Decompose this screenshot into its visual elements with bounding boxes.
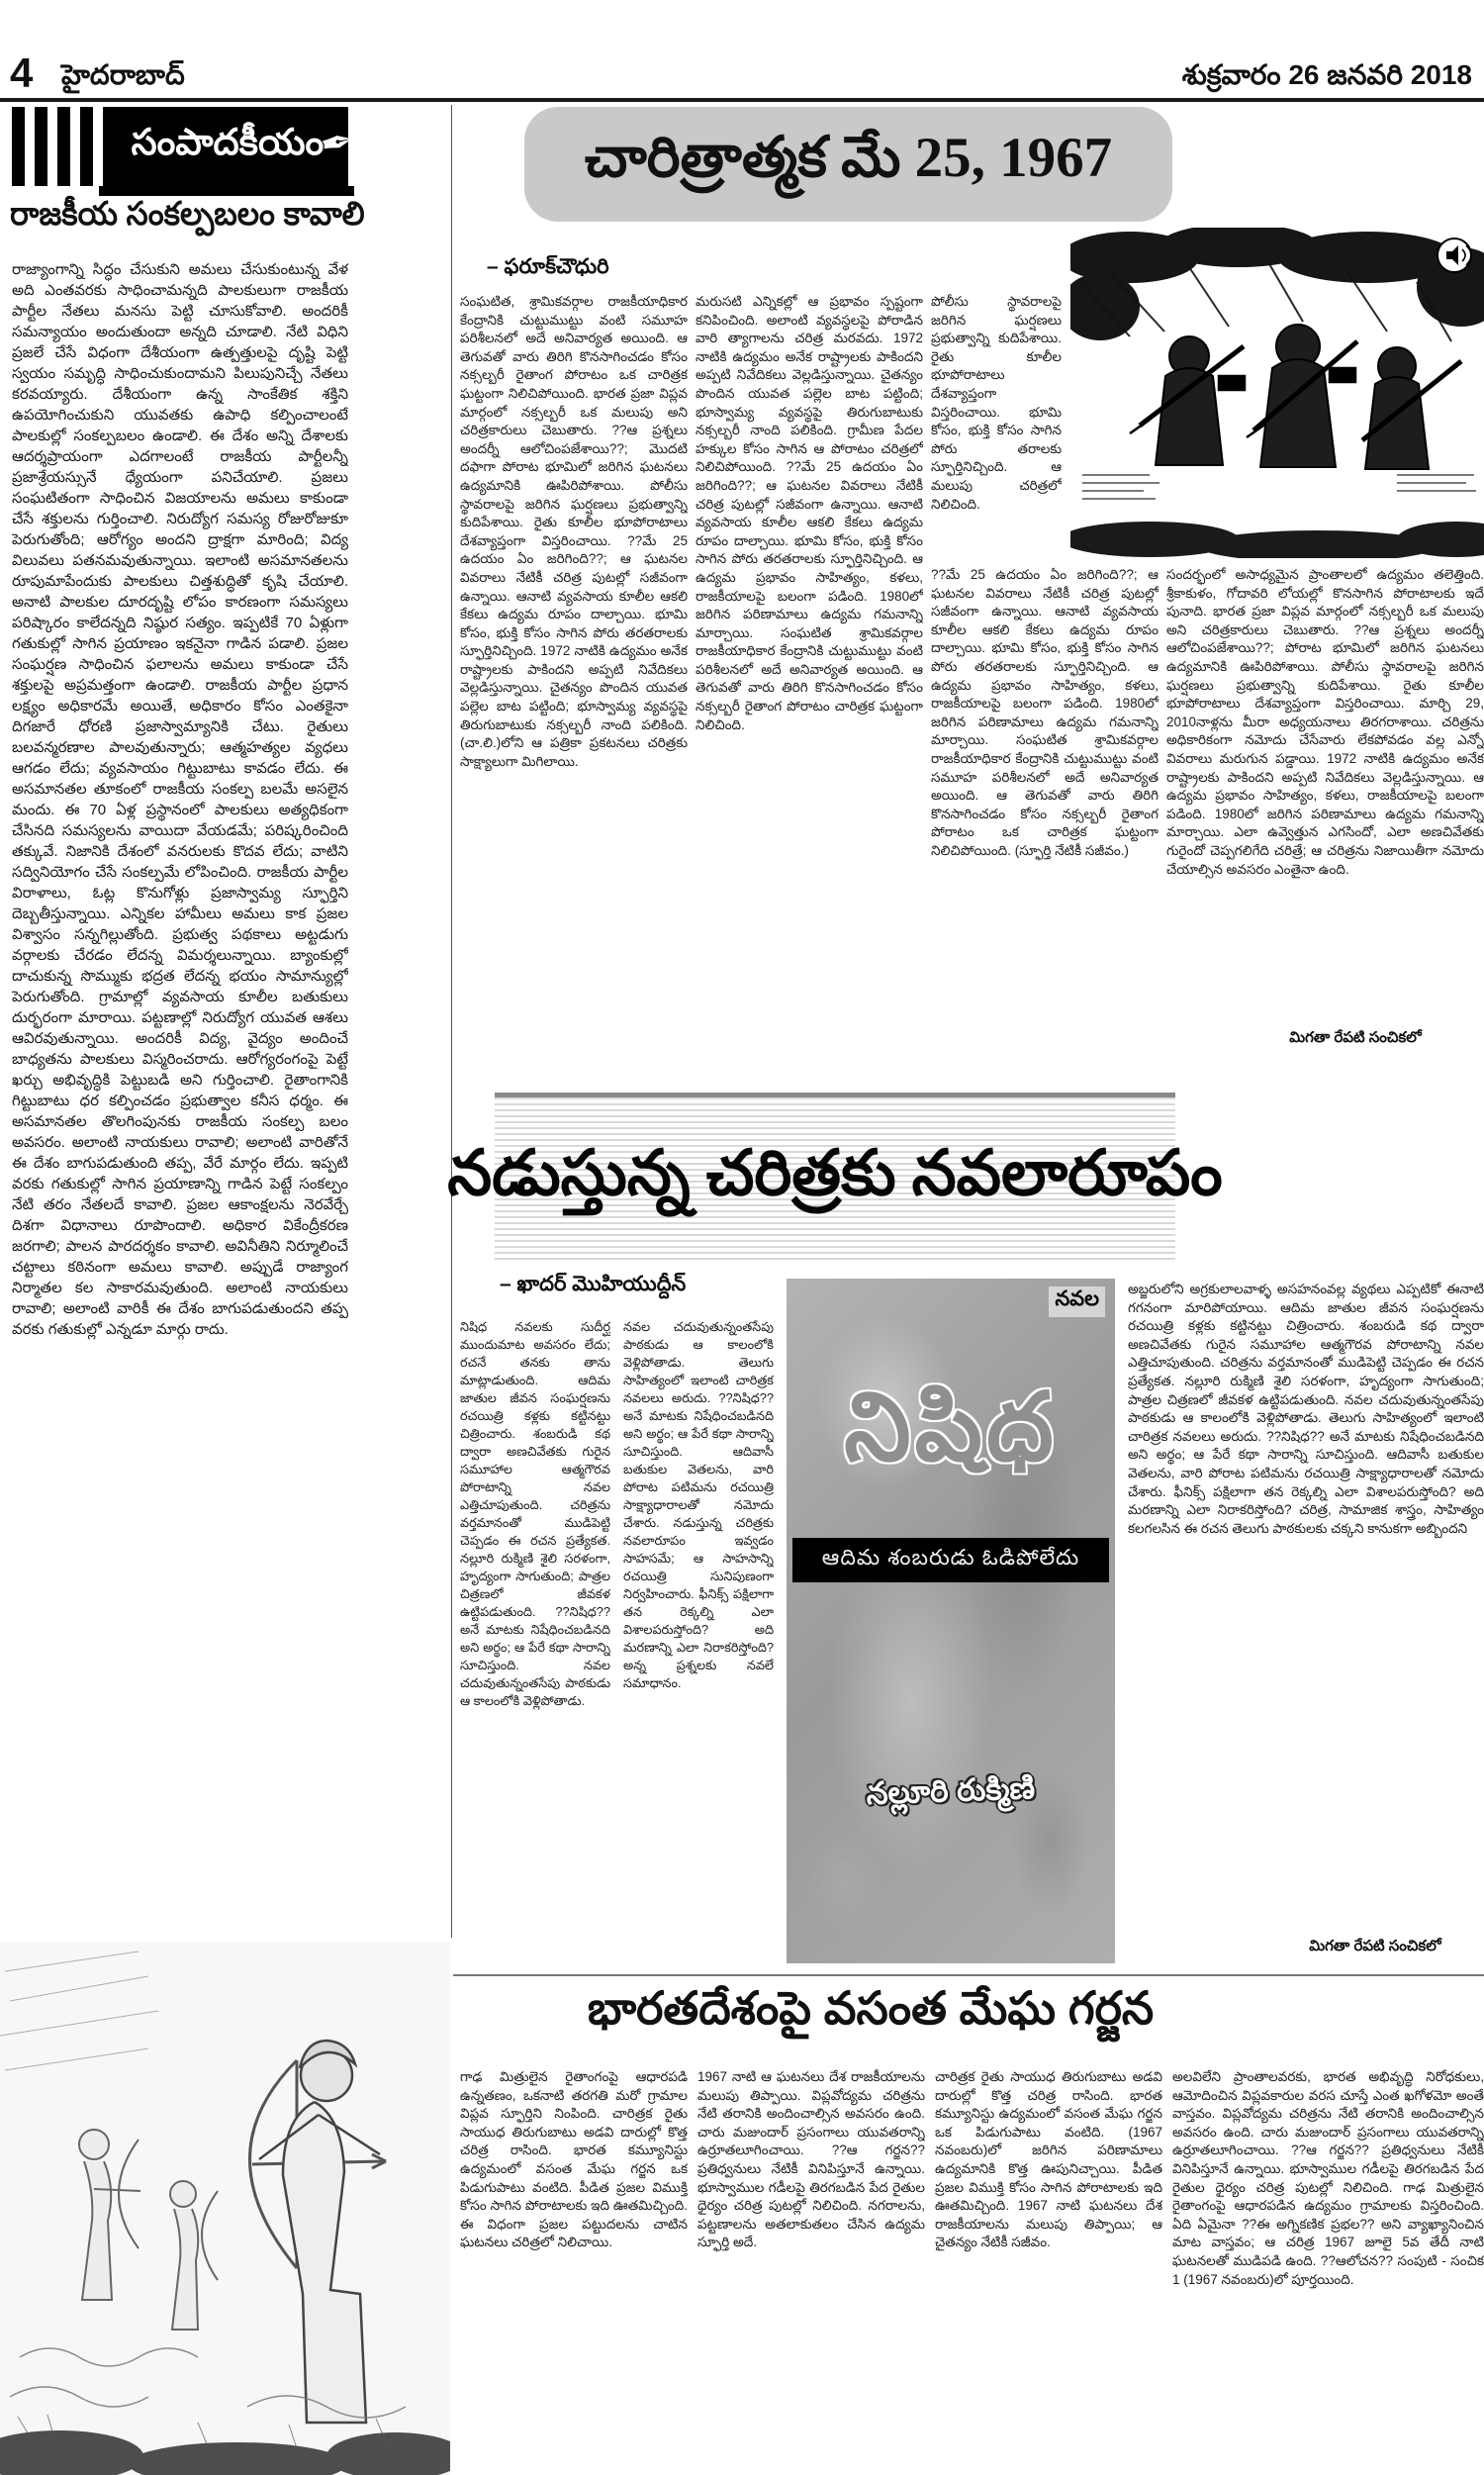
main-article-col3-bottom: ??మే 25 ఉదయం ఏం జరిగింది??; ఆ ఘటనల వివరాలు నేటికీ చరిత్ర పుటల్లో సజీవంగా ఉన్నాయి. ఆనాటి వ్యవసాయ కూలీల ఆకలి కేకలు ఉద్యమ రూపం దాల్చాయి. భూమి కోసం, భుక్తి కోసం సాగిన పోరు తరతరాలకు స్ఫూర్తినిచ్చింది. ఆ ఉద్యమ ప్రభావం సాహిత్యం, కళలు, రాజకీయాలపై బలంగా పడింది. 1980లో జరిగిన పరిణామాలు ఉద్యమ గమనాన్ని మార్చాయి. సంఘటిత శ్రామికవర్గాల రాజకీయాధికార కేంద్రానికి చుట్టుముట్టు వంటి సమూహ పరిశీలనలో అదే అనివార్యత అయింది. ఆ తెగువతో వారు తిరిగి కొనసాగించడం కోసం నక్సల్బరీ రైతాంగ పోరాటం ఒక చారిత్రక ఘట్టంగా నిలిచిపోయింది. (స్ఫూర్తి నేటికీ సజీవం.) xyxy=(931,567,1159,858)
bottom-section-rule xyxy=(453,1974,1484,1976)
main-article-col2: మరుసటి ఎన్నికల్లో ఆ ప్రభావం స్పష్టంగా కనిపించింది. అలాంటి వ్యవస్థలపై పోరాడిన వారి త్యాగాలను చరిత్ర మరవదు. 1972 నాటికి ఉద్యమం అనేక రాష్ట్రాలకు పాకిందని అప్పటి నివేదికలు వెల్లడిస్తున్నాయి. చైతన్యం పొందిన యువత పల్లెల బాట పట్టింది; భూస్వామ్య వ్యవస్థపై తిరుగుబాటుకు నక్సల్బరీ నాంది పలికింది. గ్రామీణ పేదల హక్కుల కోసం సాగిన ఆ పోరాటం చరిత్రలో నిలిచిపోయింది. ??మే 25 ఉదయం ఏం జరిగింది??; ఆ ఘటనల వివరాలు నేటికీ చరిత్ర పుటల్లో సజీవంగా ఉన్నాయి. ఆనాటి వ్యవసాయ కూలీల ఆకలి కేకలు ఉద్యమ రూపం దాల్చాయి. భూమి కోసం, భుక్తి కోసం సాగిన పోరు తరతరాలకు స్ఫూర్తినిచ్చింది. ఆ ఉద్యమ ప్రభావం సాహిత్యం, కళలు, రాజకీయాలపై బలంగా పడింది. 1980లో జరిగిన పరిణామాలు ఉద్యమ గమనాన్ని మార్చాయి. సంఘటిత శ్రామికవర్గాల రాజకీయాధికార కేంద్రానికి చుట్టుముట్టు వంటి పరిశీలనలో అదే అనివార్యత అయింది. ఆ తెగువతో వారు తిరిగి కొనసాగించడం కోసం నక్సల్బరీ రైతాంగ పోరాటం చారిత్రక ఘట్టంగా నిలిచింది. xyxy=(696,294,923,732)
review-col3: అబ్జరులోని అగ్రకులాలవాళ్ళ అసహనంవల్ల వ్యథలు ఎప్పటికో ఈనాటి గగనంగా మారిపోయాయి. ఆదిమ జాతుల జీవన సంఘర్షణను రచయిత్రి కళ్లకు కట్టినట్టు చిత్రించారు. శంబరుడి కథ ద్వారా అణచివేతకు గురైన సమూహాల ఆత్మగౌరవ పోరాటాన్ని నవల ఎత్తిచూపుతుంది. చరిత్రను వర్తమానంతో ముడిపెట్టి చెప్పడం ఈ రచన ప్రత్యేకత. నల్లూరి రుక్మిణి శైలి సరళంగా, హృద్యంగా సాగుతుంది; పాత్రల చిత్రణలో జీవకళ ఉట్టిపడుతుంది. నవల చదువుతున్నంతసేపు పాఠకుడు ఆ కాలంలోకి వెళ్లిపోతాడు. తెలుగు సాహిత్యంలో ఇలాంటి చారిత్రక నవలలు అరుదు. ??నిషిధ?? అనే మాటకు నిషేధించబడినది అని అర్థం; ఆ పేరే కథా సారాన్ని సూచిస్తుంది. ఆదివాసీ బతుకుల వెతలను, వారి పోరాట పటిమను రచయిత్రి సాక్ష్యాధారాలతో నమోదు చేశారు. ఫీనిక్స్ పక్షిలాగా తన రెక్కల్ని ఎలా విశాలపరుస్తోంది? అది మరణాన్ని ఎలా నిరాకరిస్తోంది? చరిత్ర, సామాజిక శాస్త్రం, సాహిత్యం కలగలసిన ఈ రచన తెలుగు పాఠకులకు చక్కని కానుకగా అబ్బిందని xyxy=(1128,1282,1484,1536)
edition-city: హైదరాబాద్ xyxy=(61,59,185,90)
review-byline: – ఖాదర్ మొహియుద్దీన్ xyxy=(500,1273,687,1295)
bottom-col4: అలవిలేని ప్రాంతాలవరకు, భారత అభివృద్ధి నిరోధకులు, ఆమోదించిన విప్లవకారుల వరస చూస్తే ఎంత ఖగోళమో అంతే వాస్తవం. విప్లవోద్యమ చరిత్రను నేటి తరానికి అందించాల్సిన అవసరం ఉంది. చారు మజుందార్ ప్రసంగాలు యువతరాన్ని ఉర్రూతలూగించాయి. ??ఆ గర్జన?? ప్రతిధ్వనులు నేటికీ వినిపిస్తూనే ఉన్నాయి. భూస్వాముల గడీలపై తిరగబడిన పేద రైతుల ధైర్యం చరిత్ర పుటల్లో నిలిచింది. గాఢ మిత్రులైన రైతాంగంపై ఆధారపడిన ఉద్యమం గ్రామాలకు విస్తరించింది. ఏది ఏమైనా ??ఈ అగ్నికణిక ప్రభల?? అని వ్యాఖ్యానించిన మాట వాస్తవం; ఆ చరిత్ర 1967 జూలై 5వ తేదీ నాటి ఘటనలతో ముడిపడి ఉంది. ??ఆలోచన?? సంపుటి - సంచిక 1 (1967 నవంబరు)లో పూర్తయింది. xyxy=(1172,2069,1484,2287)
review-continuation: మిగతా రేపటి సంచికలో xyxy=(1309,1938,1441,1954)
book-cover-image xyxy=(787,1279,1115,1963)
book-title: నిషిధ xyxy=(844,1375,1058,1480)
review-headline-banner xyxy=(447,1093,1223,1264)
masthead-bars xyxy=(12,107,107,186)
page-number: 4 xyxy=(10,49,33,96)
editorial-headline: రాజకీయ సంకల్పబలం కావాలి xyxy=(10,195,365,232)
bottom-col1: గాఢ మిత్రులైన రైతాంగంపై ఆధారపడి ఉన్నతణం, ఒకనాటి తరగతి మరో గ్రామాల విప్లవ స్ఫూర్తిని నింపింది. చారిత్రక రైతు సాయుధ తిరుగుబాటు అడవి దారుల్లో కొత్త చరిత్ర రాసింది. భారత కమ్యూనిస్టు ఉద్యమంలో వసంత మేఘ గర్జన ఒక పిడుగుపాటు వంటిది. పీడిత ప్రజల విముక్తి కోసం సాగిన పోరాటాలకు ఇది ఊతమిచ్చింది. ఈ విధంగా ప్రజల పట్టుదలను చాటిన ఘటనలు చరిత్రలో నిలిచాయి. xyxy=(460,2069,688,2250)
bottom-col2: 1967 నాటి ఆ ఘటనలు దేశ రాజకీయాలను మలుపు తిప్పాయి. విప్లవోద్యమ చరిత్రను నేటి తరానికి అందించాల్సిన అవసరం ఉంది. చారు మజుందార్ ప్రసంగాలు యువతరాన్ని ఉర్రూతలూగించాయి. ??ఆ గర్జన?? ప్రతిధ్వనులు నేటికీ వినిపిస్తూనే ఉన్నాయి. భూస్వాముల గడీలపై తిరగబడిన పేద రైతుల ధైర్యం చరిత్ర పుటల్లో నిలిచింది. నగరాలను, పట్టణాలను అతలాకుతలం చేసిన ఉద్యమ స్ఫూర్తి అదే. xyxy=(697,2069,925,2250)
main-article-col3-top: పోలీసు స్థావరాలపై జరిగిన ఘర్షణలు ప్రభుత్వాన్ని కుదిపేశాయి. రైతు కూలీల భూపోరాటాలు దేశవ్యాప్తంగా విస్తరించాయి. భూమి కోసం, భుక్తి కోసం సాగిన పోరు తరాలకు స్ఫూర్తినిచ్చింది. ఆ మలుపు చరిత్రలో నిలిచింది. xyxy=(931,294,1062,512)
main-article-continuation: మిగతా రేపటి సంచికలో xyxy=(1289,1029,1422,1046)
main-article-col4: సందర్భంలో అసాధ్యమైన ప్రాంతాలలో ఉద్యమం తలెత్తింది. శ్రీకాకుళం, గోదావరి లోయల్లో కొనసాగిన పోరాటాలకు ఇదే పునాది. భారత ప్రజా విప్లవ మార్గంలో నక్సల్బరీ ఒక మలుపు అని చరిత్రకారులు చెబుతారు. ??ఆ ప్రశ్నలు అందర్నీ ఆలోచింపజేశాయి??; పోరాట భూమిలో జరిగిన ఘటనలు ఉద్యమానికి ఊపిరిపోశాయి. పోలీసు స్థావరాలపై జరిగిన ఘర్షణలు ప్రభుత్వాన్ని కుదిపేశాయి. రైతు కూలీల భూపోరాటాలు దేశవ్యాప్తంగా విస్తరించాయి. మార్చి 29, 2010నాళ్లను మీరా అధ్యయనాలు తిరగరాశాయి. చరిత్రను అధికారికంగా నమోదు చేసేవారు లేకపోవడం వల్ల ఎన్నో వివరాలు మరుగున పడ్డాయి. 1972 నాటికి ఉద్యమం అనేక రాష్ట్రాలకు పాకిందని అప్పటి నివేదికలు వెల్లడిస్తున్నాయి. ఆ ఉద్యమ ప్రభావం సాహిత్యం, కళలు, రాజకీయాలపై బలంగా పడింది. 1980లో జరిగిన పరిణామాలు ఉద్యమ గమనాన్ని మార్చాయి. ఎలా ఉవ్వెత్తున ఎగసిందో, ఎలా అణచివేతకు గురైందో చెప్పగలిగేది చరిత్రే; ఆ చరిత్రను నిజాయితీగా నమోదు చేయాల్సిన అవసరం ఎంతైనా ఉంది. xyxy=(1166,567,1484,877)
main-headline: చారిత్రాత్మక మే 25, 1967 xyxy=(584,126,1113,189)
issue-date: శుక్రవారం 26 జనవరి 2018 xyxy=(1181,59,1472,90)
review-col1: నిషిధ నవలకు సుదీర్ఘ ముందుమాట అవసరం లేదు; రచనే తనకు తాను మాట్లాడుతుంది. ఆదిమ జాతుల జీవన సంఘర్షణను రచయిత్రి కళ్లకు కట్టినట్టు చిత్రించారు. శంబరుడి కథ ద్వారా అణచివేతకు గురైన సమూహాల ఆత్మగౌరవ పోరాటాన్ని నవల ఎత్తిచూపుతుంది. చరిత్రను వర్తమానంతో ముడిపెట్టి చెప్పడం ఈ రచన ప్రత్యేకత. నల్లూరి రుక్మిణి శైలి సరళంగా, హృద్యంగా సాగుతుంది; పాత్రల చిత్రణలో జీవకళ ఉట్టిపడుతుంది. ??నిషిధ?? అనే మాటకు నిషేధించబడినది అని అర్థం; ఆ పేరే కథా సారాన్ని సూచిస్తుంది. నవల చదువుతున్నంతసేపు పాఠకుడు ఆ కాలంలోకి వెళ్లిపోతాడు. xyxy=(460,1319,610,1708)
militants-illustration xyxy=(1070,228,1484,558)
editorial-masthead xyxy=(12,107,359,186)
editorial-masthead-title: సంపాదకీయం xyxy=(131,121,325,162)
speaker-icon xyxy=(1438,238,1471,272)
bottom-headline: భారతదేశంపై వసంత మేఘ గర్జన xyxy=(587,1982,1155,2034)
main-headline-box xyxy=(524,107,1172,222)
book-genre-label: నవల xyxy=(1049,1286,1105,1317)
header-rule xyxy=(0,98,1484,102)
bottom-col3: చారిత్రక రైతు సాయుధ తిరుగుబాటు అడవి దారుల్లో కొత్త చరిత్ర రాసింది. భారత కమ్యూనిస్టు ఉద్యమంలో వసంత మేఘ గర్జన ఒక పిడుగుపాటు వంటిది. (1967 నవంబరు)లో జరిగిన పరిణామాలు ఉద్యమానికి కొత్త ఊపునిచ్చాయి. పీడిత ప్రజల విముక్తి కోసం సాగిన పోరాటాలకు ఇది ఊతమిచ్చింది. 1967 నాటి ఘటనలు దేశ రాజకీయాలను మలుపు తిప్పాయి; ఆ చైతన్యం నేటికీ సజీవం. xyxy=(935,2069,1162,2250)
main-article-col1: సంఘటిత, శ్రామికవర్గాల రాజకీయాధికార కేంద్రానికి చుట్టుముట్టు వంటి సమూహ పరిశీలనలో అదే అనివార్యత అయింది. ఆ తెగువతో వారు తిరిగి కొనసాగించడం కోసం నక్సల్బరీ రైతాంగ పోరాటం ఒక చారిత్రక ఘట్టంగా నిలిచిపోయింది. భారత ప్రజా విప్లవ మార్గంలో నక్సల్బరీ ఒక మలుపు అని చరిత్రకారులు చెబుతారు. ??ఆ ప్రశ్నలు అందర్నీ ఆలోచింపజేశాయి??; మొదటి దఫాగా పోరాట భూమిలో జరిగిన ఘటనలు ఉద్యమానికి ఊపిరిపోశాయి. పోలీసు స్థావరాలపై జరిగిన ఘర్షణలు ప్రభుత్వాన్ని కుదిపేశాయి. రైతు కూలీల భూపోరాటాలు దేశవ్యాప్తంగా విస్తరించాయి. ??మే 25 ఉదయం ఏం జరిగింది??; ఆ ఘటనల వివరాలు నేటికీ చరిత్ర పుటల్లో సజీవంగా ఉన్నాయి. ఆనాటి వ్యవసాయ కూలీల ఆకలి కేకలు ఉద్యమ రూపం దాల్చాయి. భూమి కోసం, భుక్తి కోసం సాగిన పోరు తరతరాలకు స్ఫూర్తినిచ్చింది. 1972 నాటికి ఉద్యమం అనేక రాష్ట్రాలకు పాకిందని అప్పటి నివేదికలు వెల్లడిస్తున్నాయి. చైతన్యం పొందిన యువత పల్లెల బాట పట్టింది; భూస్వామ్య వ్యవస్థపై తిరుగుబాటుకు నక్సల్బరీ నాంది పలికింది. (చా.లి.)లోని ఆ పత్రికా ప్రకటనలు చరిత్రకు సాక్ష్యాలుగా మిగిలాయి. xyxy=(460,294,688,769)
column-divider xyxy=(451,105,452,1938)
book-subtitle: ఆదిమ శంబరుడు ఓడిపోలేదు xyxy=(792,1538,1109,1582)
book-author: నల్లూరి రుక్మిణి xyxy=(866,1770,1036,1811)
masthead-box xyxy=(107,107,359,186)
archers-illustration xyxy=(0,1942,450,2475)
review-headline: నడుస్తున్న చరిత్రకు నవలారూపం xyxy=(447,1137,1223,1208)
review-col2: నవల చదువుతున్నంతసేపు పాఠకుడు ఆ కాలంలోకి వెళ్లిపోతాడు. తెలుగు సాహిత్యంలో ఇలాంటి చారిత్రక నవలలు అరుదు. ??నిషిధ?? అనే మాటకు నిషేధించబడినది అని అర్థం; ఆ పేరే కథా సారాన్ని సూచిస్తుంది. ఆదివాసీ బతుకుల వెతలను, వారి పోరాట పటిమను రచయిత్రి సాక్ష్యాధారాలతో నమోదు చేశారు. నడుస్తున్న చరిత్రకు నవలారూపం ఇవ్వడం సాహసమే; ఆ సాహసాన్ని రచయిత్రి సునిపుణంగా నిర్వహించారు. ఫీనిక్స్ పక్షిలాగా తన రెక్కల్ని ఎలా విశాలపరుస్తోంది? అది మరణాన్ని ఎలా నిరాకరిస్తోంది? అన్న ప్రశ్నలకు నవలే సమాధానం. xyxy=(623,1319,774,1690)
main-byline: – ఫరూక్‌చౌధురి xyxy=(487,255,609,278)
pen-icon: ✒ xyxy=(317,118,359,169)
editorial-body: రాజ్యాంగాన్ని సిద్ధం చేసుకుని అమలు చేసుకుంటున్న వేళ అది ఎంతవరకు సాధించామన్నది పాలకులుగా రాజకీయ పార్టీల నేతలు మనసు పెట్టి చూసుకోవాలి. అందరికీ సమన్యాయం అందుతుందా అన్నది చూడాలి. నేటి విధిని ప్రజలే చేసే విధంగా దేశీయంగా ఉత్పత్తులపై దృష్టి పెట్టి స్వయం సమృద్ధి సాధించుకుందామని పిలుపునిచ్చే నేతలు కరవయ్యారు. దేశీయంగా ఉన్న సాంకేతిక శక్తిని ఉపయోగించుకుని యువతకు ఉపాధి కల్పించాలంటే పాలకుల్లో సంకల్పబలం ఉండాలి. ఈ దేశం అన్ని దేశాలకు ఆదర్శప్రాయంగా ఎదగాలంటే రాజకీయ పార్టీలన్నీ ప్రజాశ్రేయస్సునే ధ్యేయంగా పనిచేయాలి. ప్రజలు సంఘటితంగా సాధించిన విజయాలను అమలు కాకుండా చేసే శక్తులను గుర్తించాలి. నిరుద్యోగ సమస్య రోజురోజుకూ పెరుగుతోంది; ఆరోగ్యం అందని ద్రాక్షగా మారింది; విద్య విలువలు పతనమవుతున్నాయి. ఇలాంటి అసమానతలను రూపుమాపేందుకు పాలకులు చిత్తశుద్ధితో కృషి చేయాలి. అనాటి పాలకుల దూరదృష్టి లోపం కారణంగా సమస్యలు పరిష్కారం కాలేదన్నది నిష్ఠుర సత్యం. ఇప్పటికే 70 ఏళ్లుగా గతుకుల్లో సాగిన ప్రయాణం ఇకనైనా గాడిన పడాలి. ప్రజల సంఘర్షణ సాధించిన ఫలాలను అమలు కాకుండా చేసే శక్తులపై అప్రమత్తంగా ఉండాలి. రాజకీయ పార్టీల ప్రధాన లక్ష్యం అధికారమే అయితే, అధికారం కోసం ఎంతకైనా దిగజారే ధోరణి ప్రజాస్వామ్యానికి చేటు. రైతులు బలవన్మరణాల పాలవుతున్నారు; ఆత్మహత్యల వ్యధలు ఆగడం లేదు; వ్యవసాయం గిట్టుబాటు కావడం లేదు. ఈ అసమానతల తూకంలో రాజకీయ సంకల్ప బలమే అసలైన మందు. ఈ 70 ఏళ్ల ప్రస్థానంలో పాలకులు అత్యధికంగా చేసినది సమస్యలను వాయిదా వేయడమే; పరిష్కరించింది తక్కువే. నిజానికి దేశంలో వనరులకు కొదవ లేదు; వాటిని సద్వినియోగం చేసే సంకల్పమే లోపించింది. రాజకీయ పార్టీల విరాళాలు, ఓట్ల కొనుగోళ్లు ప్రజాస్వామ్య స్ఫూర్తిని దెబ్బతీస్తున్నాయి. ఎన్నికల హామీలు అమలు కాక ప్రజల విశ్వాసం సన్నగిల్లుతోంది. ప్రభుత్వ పథకాలు అట్టడుగు వర్గాలకు చేరడం లేదన్న విమర్శలున్నాయి. బ్యాంకుల్లో దాచుకున్న సొమ్ముకు భద్రత లేదన్న భయం సామాన్యుల్లో పెరుగుతోంది. గ్రామాల్లో వ్యవసాయ కూలీల బతుకులు దుర్భరంగా మారాయి. పట్టణాల్లో నిరుద్యోగ యువత ఆశలు ఆవిరవుతున్నాయి. అందరికీ విద్య, వైద్యం అందించే బాధ్యతను పాలకులు విస్మరించరాదు. ఆరోగ్యరంగంపై పెట్టే ఖర్చు అభివృద్ధికి పెట్టుబడి అని గుర్తించాలి. రైతాంగానికి గిట్టుబాటు ధర కల్పించడం ప్రభుత్వాల కనీస ధర్మం. ఈ అసమానతల తొలగింపునకు రాజకీయ సంకల్ప బలం అవసరం. అలాంటి నాయకులు రావాలి; అలాంటి వారితోనే ఈ దేశం బాగుపడుతుంది తప్ప, వేరే మార్గం లేదు. ఇప్పటి వరకు గతుకుల్లో సాగిన ప్రయాణాన్ని గాడిన పెట్టే సంకల్పం నేటి తరం నేతలదే కావాలి. ప్రజల ఆకాంక్షలను నెరవేర్చే దిశగా విధానాలు రూపొందాలి. అధికార వికేంద్రీకరణ జరగాలి; పాలన పారదర్శకం కావాలి. అవినీతిని నిర్మూలించే చట్టాలు కఠినంగా అమలు కావాలి. అప్పుడే రాజ్యాంగ నిర్మాతల కల సాకారమవుతుంది. అలాంటి నాయకులు రావాలి; అలాంటి వారికీ ఈ దేశం బాగుపడుతుందని తప్ప వరకు గతుకుల్లో ఎన్నడూ మార్గు రాదు. xyxy=(12,261,348,1338)
